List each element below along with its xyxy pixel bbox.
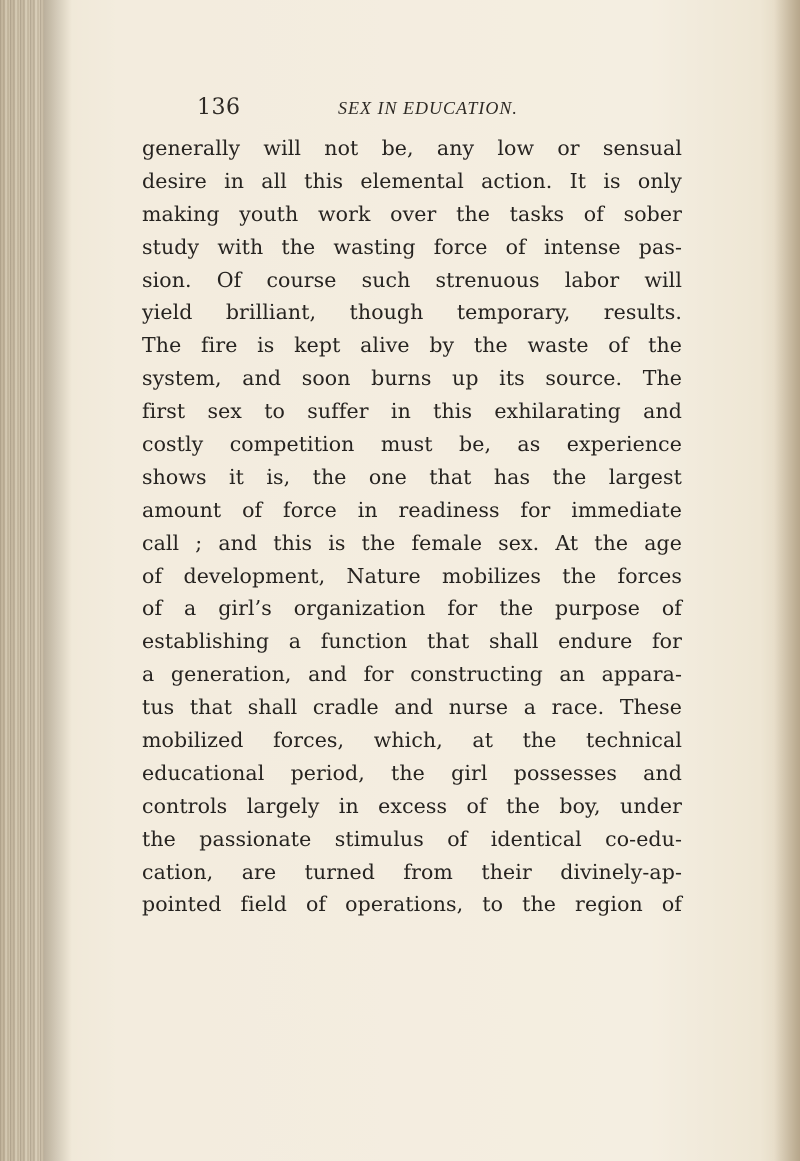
text-line-19: mobilized forces, which, at the technical <box>142 728 682 753</box>
text-line-4: study with the wasting force of intense pas- <box>142 234 682 259</box>
text-line-5: sion. Of course such strenuous labor will <box>142 267 682 292</box>
text-line-9: first sex to suffer in this exhilarating and <box>142 399 682 424</box>
text-line-12: amount of force in readiness for immediate <box>142 497 682 522</box>
running-head <box>197 95 682 125</box>
text-line-18: tus that shall cradle and nurse a race. These <box>142 695 682 720</box>
text-line-23: cation, are turned from their divinely-ap- <box>142 859 682 884</box>
text-line-14: of development, Nature mobilizes the forces <box>142 563 682 588</box>
running-head-title: SEX IN EDUCATION. <box>338 98 518 118</box>
text-line-3: making youth work over the tasks of sober <box>142 201 682 226</box>
text-line-15: of a girl’s organization for the purpose of <box>142 596 682 621</box>
text-line-10: costly competition must be, as experience <box>142 432 682 457</box>
text-line-20: educational period, the girl possesses and <box>142 760 682 785</box>
page-edge-shadow <box>774 0 800 1161</box>
text-line-6: yield brilliant, though temporary, results. <box>142 300 682 325</box>
text-line-21: controls largely in excess of the boy, under <box>142 793 682 818</box>
text-line-22: the passionate stimulus of identical co-edu- <box>142 826 682 851</box>
binding-edge <box>0 0 44 1161</box>
page-number: 136 <box>197 95 241 120</box>
text-line-8: system, and soon burns up its source. The <box>142 366 682 391</box>
gutter-shadow <box>44 0 72 1161</box>
text-line-16: establishing a function that shall endure for <box>142 629 682 654</box>
text-line-2: desire in all this elemental action. It is only <box>142 168 682 193</box>
text-line-24: pointed field of operations, to the region of <box>142 892 682 917</box>
text-line-17: a generation, and for constructing an appara- <box>142 662 682 687</box>
text-line-7: The fire is kept alive by the waste of the <box>142 333 682 358</box>
body-text <box>142 132 682 921</box>
text-line-1: generally will not be, any low or sensual <box>142 136 682 160</box>
text-line-13: call ; and this is the female sex. At the age <box>142 530 682 555</box>
text-line-11: shows it is, the one that has the largest <box>142 464 682 489</box>
